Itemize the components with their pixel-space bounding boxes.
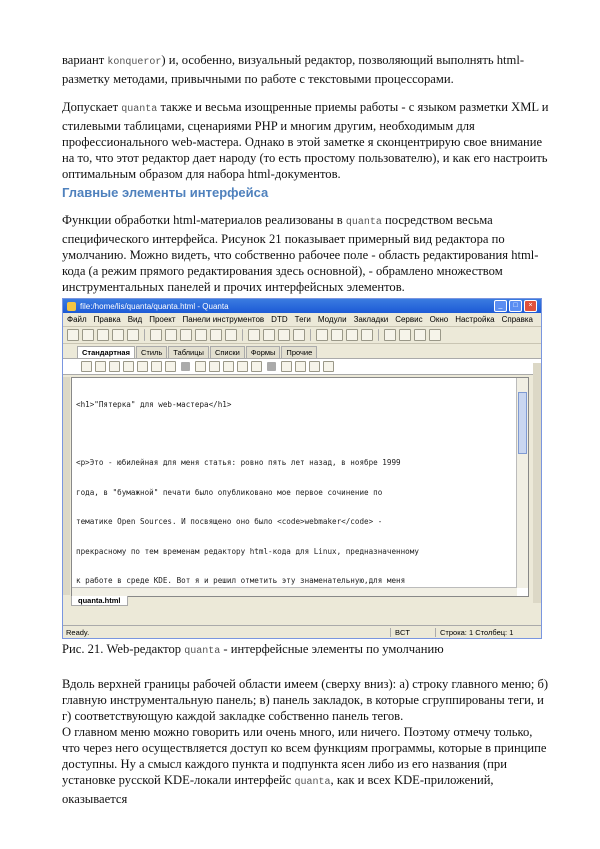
- code-quanta: quanta: [345, 217, 382, 228]
- underline-icon[interactable]: [123, 361, 134, 372]
- menu-dtd[interactable]: DTD: [271, 315, 288, 324]
- close-icon[interactable]: ×: [524, 300, 537, 312]
- main-toolbar: [63, 327, 541, 344]
- toolbar-separator: [144, 329, 145, 341]
- text: О главном меню можно говорить или очень много, или ничего. Поэтому отмечу только, что через него осуществляется доступ ко всем функциям программы, которые в принципе доступны. Ну а смысл каждого пункта и подпункта ясен либо из его названия (при установке русской KDE-локали интерфейс: [62, 725, 547, 787]
- undo-icon[interactable]: [165, 329, 177, 341]
- code-quanta: quanta: [184, 646, 221, 657]
- editor-line: тематике Open Sources. И посвящено оно было <code>webmaker</code> -: [76, 517, 383, 527]
- save-all-icon[interactable]: [112, 329, 124, 341]
- view-vpl-icon[interactable]: [399, 329, 411, 341]
- link-icon[interactable]: [209, 361, 220, 372]
- toolbar-separator: [181, 362, 190, 371]
- image-icon[interactable]: [195, 361, 206, 372]
- editor-line: к работе в среде KDE. Вот я и решил отметить эту знаменательную,для меня: [76, 575, 406, 585]
- editor-line: года, в "бумажной" печати было опубликовано мое первое сочинение по: [76, 487, 383, 497]
- toolbar-separator: [378, 329, 379, 341]
- main-menu: [63, 313, 541, 327]
- status-cursor-position: Строка: 1 Столбец: 1: [435, 628, 524, 637]
- tag-toolbar: [63, 358, 541, 375]
- paragraph-quanta-features: [62, 99, 552, 182]
- left-dock[interactable]: [63, 377, 70, 595]
- text: Рис. 21. Web-редактор: [62, 642, 185, 656]
- status-bar: [63, 625, 541, 638]
- paragraph-intro-end: [62, 52, 552, 87]
- tab-other[interactable]: Прочие: [281, 346, 317, 358]
- code-konqueror: konqueror: [107, 57, 162, 68]
- file-tab-quanta-html[interactable]: quanta.html: [71, 596, 128, 606]
- menu-help[interactable]: Справка: [501, 315, 533, 324]
- context-help-icon[interactable]: [429, 329, 441, 341]
- back-icon[interactable]: [331, 329, 343, 341]
- toolbar-separator: [242, 329, 243, 341]
- quanta-screenshot: [62, 298, 542, 639]
- file-tabs: [71, 595, 128, 607]
- tab-style[interactable]: Стиль: [136, 346, 167, 358]
- cut-icon[interactable]: [195, 329, 207, 341]
- horizontal-scrollbar[interactable]: [72, 587, 517, 596]
- menu-window[interactable]: Окно: [429, 315, 449, 324]
- paragraph-top-border: Вдоль верхней границы рабочей области имеем (сверху вниз): а) строку главного меню; б) главную инструментальную панель; в) панель закладок, в которые сгруппированы теги, и г) соответствующую каждой закладке собственно панель тегов.: [62, 677, 549, 723]
- redo-icon[interactable]: [180, 329, 192, 341]
- menu-view[interactable]: Вид: [127, 315, 143, 324]
- status-mode: BCT: [390, 628, 435, 637]
- code-quanta: quanta: [294, 777, 331, 788]
- paragraph-interface: [62, 212, 552, 295]
- new-file-icon[interactable]: [67, 329, 79, 341]
- unindent-icon[interactable]: [293, 329, 305, 341]
- toolbar-separator: [267, 362, 276, 371]
- align-left-icon[interactable]: [281, 361, 292, 372]
- scroll-thumb[interactable]: [518, 392, 527, 454]
- menu-edit[interactable]: Правка: [93, 315, 121, 324]
- hr-icon[interactable]: [237, 361, 248, 372]
- editor-line: [76, 429, 514, 439]
- text: ) и, особенно, визуальный редактор, позволяющий выполнять html-разметку методами, привычными по работе с текстовыми процессорами.: [62, 53, 525, 86]
- forward-icon[interactable]: [346, 329, 358, 341]
- window-title: file:/home/lis/quanta/quanta.html - Quanta: [80, 301, 229, 311]
- anchor-icon[interactable]: [223, 361, 234, 372]
- text: вариант: [62, 53, 108, 67]
- text: Функции обработки html-материалов реализованы в: [62, 213, 346, 227]
- bold-icon[interactable]: [95, 361, 106, 372]
- copy-icon[interactable]: [210, 329, 222, 341]
- paragraph-main-menu: [62, 724, 552, 807]
- tag-tabs: [63, 344, 541, 358]
- vertical-scrollbar[interactable]: [516, 378, 528, 588]
- code-quanta: quanta: [121, 104, 158, 115]
- text: посредством весьма специфического интерфейса. Рисунок 21 показывает примерный вид редактора по умолчанию. Можно видеть, что собственно рабочее поле - область редактирования html-кода (а режим прямого редактирования здесь основной), - обрамлено множеством инструментальных панелей и прочих интерфейсных элементов.: [62, 213, 539, 294]
- align-center-icon[interactable]: [295, 361, 306, 372]
- editor-line: прекрасному по тем временам редактору html-кода для Linux, предназначенному: [76, 546, 419, 556]
- paste-icon[interactable]: [225, 329, 237, 341]
- app-icon: [67, 302, 76, 311]
- editor-line: <p>Это - юбилейная для меня статья: ровно пять лет назад, в ноябре 1999: [76, 458, 401, 468]
- menu-plugins[interactable]: Модули: [317, 315, 347, 324]
- tab-standard[interactable]: Стандартная: [77, 346, 135, 358]
- tab-forms[interactable]: Формы: [246, 346, 281, 358]
- replace-icon[interactable]: [263, 329, 275, 341]
- minimize-icon[interactable]: _: [494, 300, 507, 312]
- text: также и весьма изощренные приемы работы - с языком разметки XML и стилевыми таблицами, сценариями PHP и многим другим, необходимым для профессионального web-мастера. Однако в этой заметке я сконцентрирую свое внимание на то, что этот редактор дает народу (то есть простому пользователю), и как его настроить оптимальным образом для набора html-документов.: [62, 100, 549, 181]
- section-heading: Главные элементы интерфейса: [62, 185, 269, 200]
- figure-caption: [62, 641, 552, 660]
- tab-tables[interactable]: Таблицы: [168, 346, 209, 358]
- text: - интерфейсные элементы по умолчанию: [220, 642, 444, 656]
- align-justify-icon[interactable]: [323, 361, 334, 372]
- print-icon[interactable]: [150, 329, 162, 341]
- preview-icon[interactable]: [316, 329, 328, 341]
- code-editor[interactable]: [76, 380, 514, 588]
- text: , как и всех KDE-приложений, оказывается: [62, 773, 494, 806]
- save-icon[interactable]: [97, 329, 109, 341]
- menu-tools[interactable]: Сервис: [395, 315, 423, 324]
- menu-project[interactable]: Проект: [149, 315, 176, 324]
- reload-icon[interactable]: [361, 329, 373, 341]
- toolbar-separator: [310, 329, 311, 341]
- find-icon[interactable]: [248, 329, 260, 341]
- window-titlebar: [63, 299, 541, 313]
- status-message: Ready.: [66, 627, 90, 637]
- menu-tags[interactable]: Теги: [294, 315, 311, 324]
- nbsp-icon[interactable]: [165, 361, 176, 372]
- menu-settings[interactable]: Настройка: [455, 315, 495, 324]
- close-file-icon[interactable]: [127, 329, 139, 341]
- view-split-icon[interactable]: [414, 329, 426, 341]
- paragraph-icon[interactable]: [137, 361, 148, 372]
- maximize-icon[interactable]: □: [509, 300, 522, 312]
- menu-file[interactable]: Файл: [67, 315, 87, 324]
- editor-line: <h1>"Пятерка" для web-мастера</h1>: [76, 399, 232, 409]
- quickstart-icon[interactable]: [81, 361, 92, 372]
- right-dock[interactable]: [533, 363, 541, 603]
- menu-toolbars[interactable]: Панели инструментов: [182, 315, 265, 324]
- linebreak-icon[interactable]: [151, 361, 162, 372]
- view-source-icon[interactable]: [384, 329, 396, 341]
- tab-lists[interactable]: Списки: [210, 346, 245, 358]
- align-right-icon[interactable]: [309, 361, 320, 372]
- menu-bookmarks[interactable]: Закладки: [353, 315, 389, 324]
- text: Допускает: [62, 100, 122, 114]
- comment-icon[interactable]: [251, 361, 262, 372]
- italic-icon[interactable]: [109, 361, 120, 372]
- editor-area[interactable]: [71, 377, 529, 597]
- open-file-icon[interactable]: [82, 329, 94, 341]
- indent-icon[interactable]: [278, 329, 290, 341]
